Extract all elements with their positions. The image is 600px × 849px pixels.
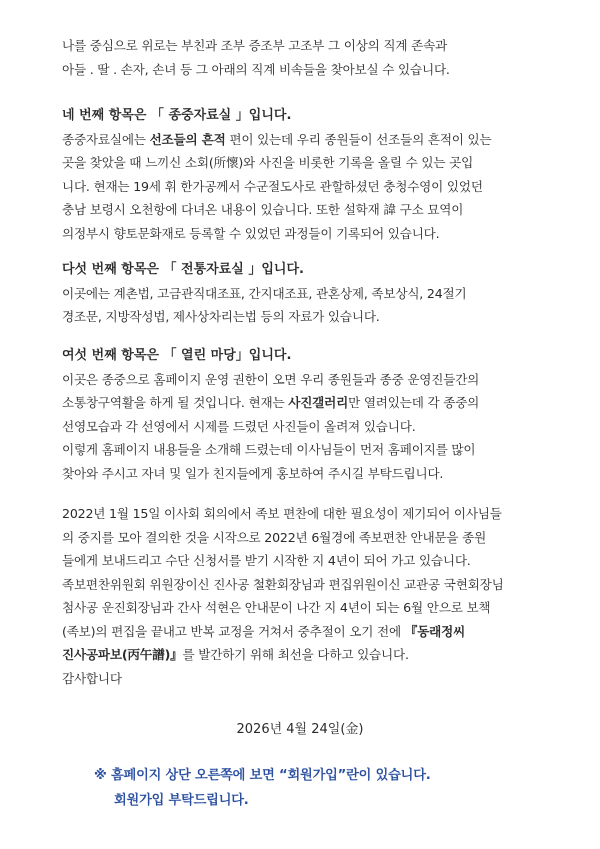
section-4-line-2: 곳을 찾았을 때 느끼신 소회(所懷)와 사진을 비롯한 기록을 올릴 수 있는 곳입 [62,155,474,170]
signup-notice-line-2: 회원가입 부탁드립니다. [114,793,249,808]
section-6-line-2-pre: 소통창구역활을 하게 될 것입니다. 현재는 [62,395,289,410]
section-4-line-4: 충남 보령시 오천항에 다녀온 내용이 있습니다. 또한 설학재 諱 구소 묘역이 [62,202,464,217]
section-5-line-2: 경조문, 지방작성법, 제사상차리는법 등의 자료가 있습니다. [62,309,380,324]
closing-line-7-bold: 진사공파보(丙午譜)』 [62,647,183,662]
section-5-line-1: 이곳에는 계촌법, 고금관직대조표, 간지대조표, 관혼상제, 족보상식, 24절기 [62,285,467,301]
section-6-line-4: 이렇게 홈페이지 내용들을 소개해 드렸는데 이사님들이 먼저 홈페이지를 많이 [62,442,476,457]
intro-line-2: 아들 . 딸 . 손자, 손녀 등 그 아래의 직계 비속들을 찾아보실 수 있습니다. [62,61,450,77]
section-4-line-1-pre: 종중자료실에는 [62,131,150,147]
section-6-line-2-post: 만 열려있는데 각 종중의 [348,395,480,410]
intro-line-1: 나를 중심으로 위로는 부친과 조부 증조부 고조부 그 이상의 직계 존속과 [62,38,448,53]
intro-paragraph [62,34,562,81]
closing-line-1: 2022년 1월 15일 이사회 회의에서 족보 편찬에 대한 필요성이 제기되어 이사님들 [62,506,502,521]
closing-line-2: 의 중지를 모아 결의한 것을 시작으로 2022년 6월경에 족보편찬 안내문을 종원 [62,529,487,545]
section-4-line-1 [62,128,562,152]
signup-notice [94,763,431,813]
section-5-heading: 다섯 번째 항목은 「 전통자료실 」입니다. [62,262,304,277]
thanks-line: 감사합니다 [62,670,122,686]
closing-line-3: 들에게 보내드리고 수단 신청서를 받기 시작한 지 4년이 되어 가고 있습니다. [62,553,471,568]
section-4-line-5: 의정부시 향토문화재로 등록할 수 있었던 과정들이 기록되어 있습니다. [62,225,440,241]
section-5 [62,258,562,329]
section-4-heading: 네 번째 항목은 「 종중자료실 」입니다. [62,108,292,123]
section-6-line-5: 찾아와 주시고 자녀 및 일가 친지들에게 홍보하여 주시길 부탁드립니다. [62,465,444,481]
section-6-line-3: 선영모습과 각 선영에서 시제를 드렸던 사진들이 올려져 있습니다. [62,418,416,434]
section-4-line-1-bold: 선조들의 흔적 [149,131,226,147]
closing-line-6 [62,620,562,644]
section-4-line-3: 니다. 현재는 19세 휘 한가공께서 수군절도사로 관할하셨던 충청수영이 있었던 [62,178,483,194]
closing-line-6-pre: (족보)의 편집을 끝내고 반복 교정을 거쳐서 중추절이 오기 전에 [62,623,405,639]
signup-notice-line-1: ※ 홈페이지 상단 오른쪽에 보면 “회원가입”란이 있습니다. [94,768,431,783]
closing-line-5: 첨사공 운진회장님과 간사 석현은 안내문이 나간 지 4년이 되는 6월 안으로 보책 [62,600,491,615]
closing-line-4: 족보편찬위원회 위원장이신 진사공 철환회장님과 편집위원이신 교관공 국현회장님 [62,576,504,592]
section-6 [62,344,562,485]
section-4 [62,104,562,245]
section-6-line-1: 이곳은 종중으로 홈페이지 운영 권한이 오면 우리 종원들과 종중 운영진들간의 [62,371,480,387]
closing-line-7 [62,643,562,667]
closing-paragraph [62,502,562,690]
section-6-line-2-bold: 사진갤러리 [288,395,349,410]
section-6-line-2 [62,391,562,415]
section-4-line-1-post: 편이 있는데 우리 종원들이 선조들의 흔적이 있는 [225,131,492,147]
section-6-heading: 여섯 번째 항목은 「 열린 마당」입니다. [62,348,292,363]
document-date: 2026년 4월 24일(金) [236,722,364,737]
closing-line-6-bold: 『동래정씨 [404,623,466,639]
closing-line-7-post: 를 발간하기 위해 최선을 다하고 있습니다. [182,647,409,662]
